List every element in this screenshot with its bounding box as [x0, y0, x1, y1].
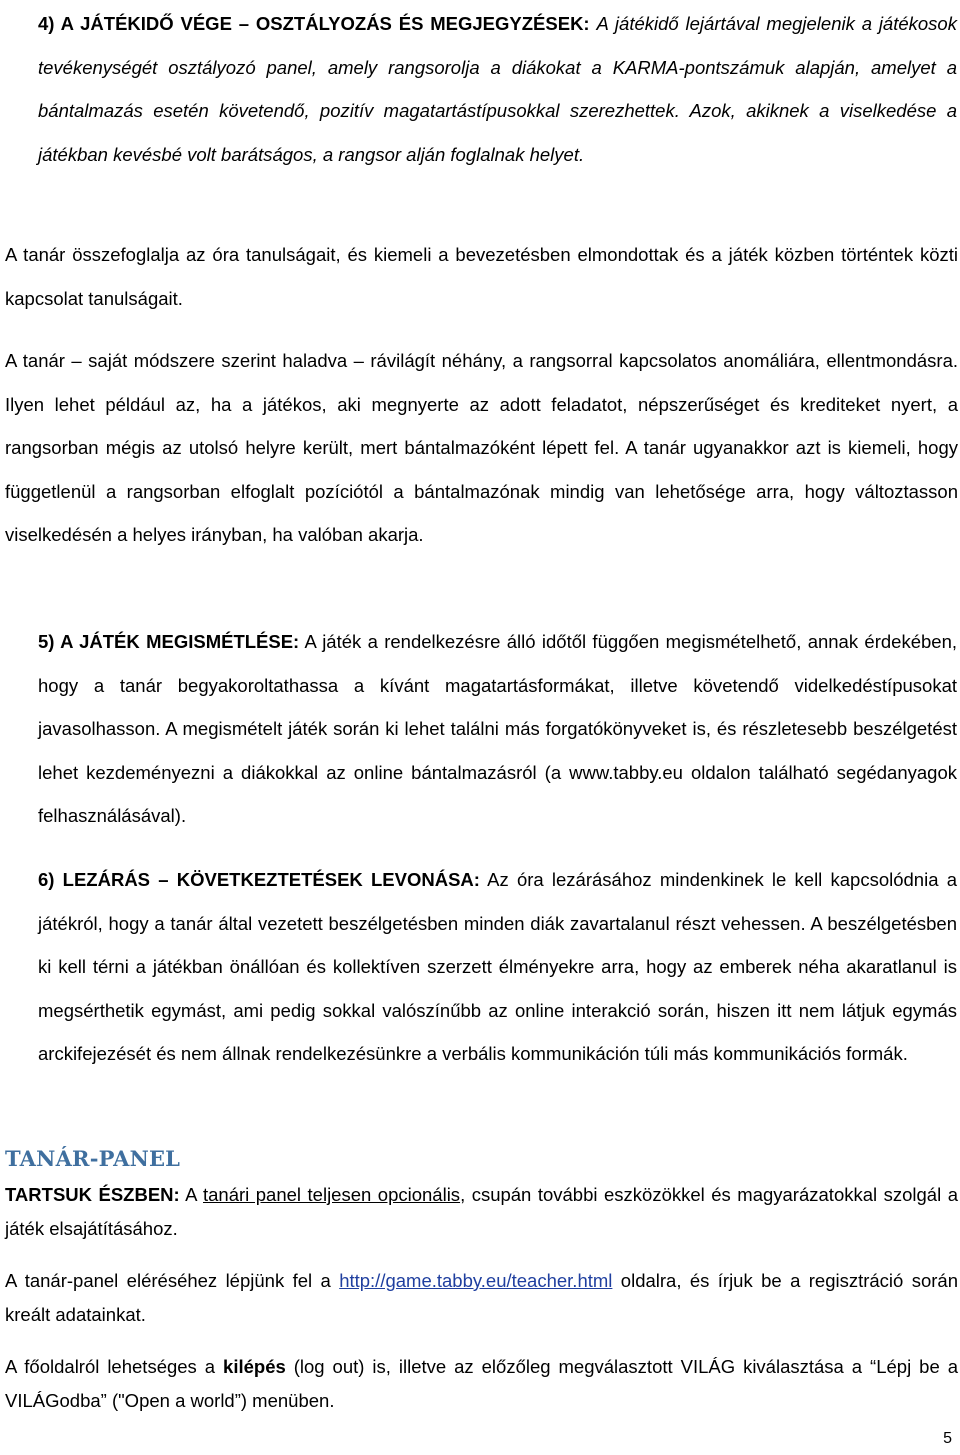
note-post: , csupán további eszközökkel és magyarázatokkal szolgál a játék elsajátításához. [5, 1184, 958, 1239]
note-emphasis: tanári panel teljesen opcionális [203, 1184, 461, 1205]
section-5-text: A játék a rendelkezésre álló időtől függően megismételhető, annak érdekében, hogy a tanár begyakoroltathassa a kívánt magatartásformákat, illetve követendő videlkedéstípusokat javasolhasson. A megismételt játék során ki lehet találni más forgatókönyveket is, és részletesebb beszélgetést lehet kezdeményezni a diákokkal az online bántalmazásról (a www.tabby.eu oldalon található segédanyagok felhasználásával). [38, 631, 958, 826]
logout-pre: A főoldalról lehetséges a [5, 1356, 224, 1377]
section-4 [38, 2, 957, 176]
access-pre: A tanár-panel eléréséhez lépjünk fel a [5, 1270, 340, 1291]
section-5 [38, 620, 957, 838]
logout-post: (log out) is, illetve az előzőleg megválasztott VILÁG kiválasztása a “Lépj be a VILÁGodba” ("Open a world”) menüben. [5, 1356, 958, 1411]
logout-keyword: kilépés [223, 1356, 286, 1377]
section-6-text: Az óra lezárásához mindenkinek le kell kapcsolódnia a játékról, hogy a tanár által vezetett beszélgetésben minden diák zavartalanul részt vehessen. A beszélgetésben ki kell térni a játékban önállóan és kollektíven szerzett élményekre arra, hogy az emberek néha akaratlanul is megsérthetik egymást, ami pedig sokkal valószínűbb az online interakció során, hiszen itt nem látjuk egymás arckifejezését és nem állnak rendelkezésünkre a verbális kommunikáción túli más kommunikációs formák. [38, 869, 957, 1064]
section-4-text: A játékidő lejártával megjelenik a játékosok tevékenységét osztályozó panel, amely rangsorolja a diákokat a KARMA-pontszámuk alapján, amelyet a bántalmazás esetén követendő, pozitív magatartástípusokkal szerezhettek. Azok, akiknek a viselkedése a játékban kevésbé volt barátságos, a rangsor alján foglalnak helyet. [38, 13, 957, 165]
page-number: 5 [943, 1430, 952, 1447]
section-6 [38, 858, 957, 1076]
note-paragraph [5, 1178, 958, 1246]
summary-paragraph: A tanár összefoglalja az óra tanulságait, és kiemeli a bevezetésben elmondottak és a játék közben történtek közti kapcsolat tanulságait. [5, 244, 958, 309]
section-6-heading: 6) LEZÁRÁS – KÖVETKEZTETÉSEK LEVONÁSA: [38, 869, 480, 890]
note-pre: A [179, 1184, 203, 1205]
access-paragraph [5, 1264, 958, 1332]
note-label: TARTSUK ÉSZBEN: [5, 1184, 180, 1205]
anomaly-paragraph: A tanár – saját módszere szerint haladva – rávilágít néhány, a rangsorral kapcsolatos anomáliára, ellentmondásra. Ilyen lehet például az, ha a játékos, aki megnyerte az adott feladatot, népszerűséget és krediteket nyert, a rangsorban mégis az utolsó helyre került, mert bántalmazóként lépett fel. A tanár ugyanakkor azt is kiemeli, hogy függetlenül a rangsorban elfoglalt pozíciótól a bántalmazónak mindig van lehetősége arra, hogy változtasson viselkedésén a helyes irányban, ha valóban akarja. [5, 350, 958, 545]
access-post: oldalra, és írjuk be a regisztráció során kreált adatainkat. [5, 1270, 958, 1325]
section-5-heading: 5) A JÁTÉK MEGISMÉTLÉSE: [38, 631, 300, 652]
teacher-panel-title: TANÁR-PANEL [5, 1146, 181, 1171]
section-4-heading: 4) A JÁTÉKIDŐ VÉGE – OSZTÁLYOZÁS ÉS MEGJEGYZÉSEK: [38, 13, 590, 34]
teacher-panel-link[interactable]: http://game.tabby.eu/teacher.html [339, 1270, 613, 1291]
logout-paragraph [5, 1350, 958, 1418]
